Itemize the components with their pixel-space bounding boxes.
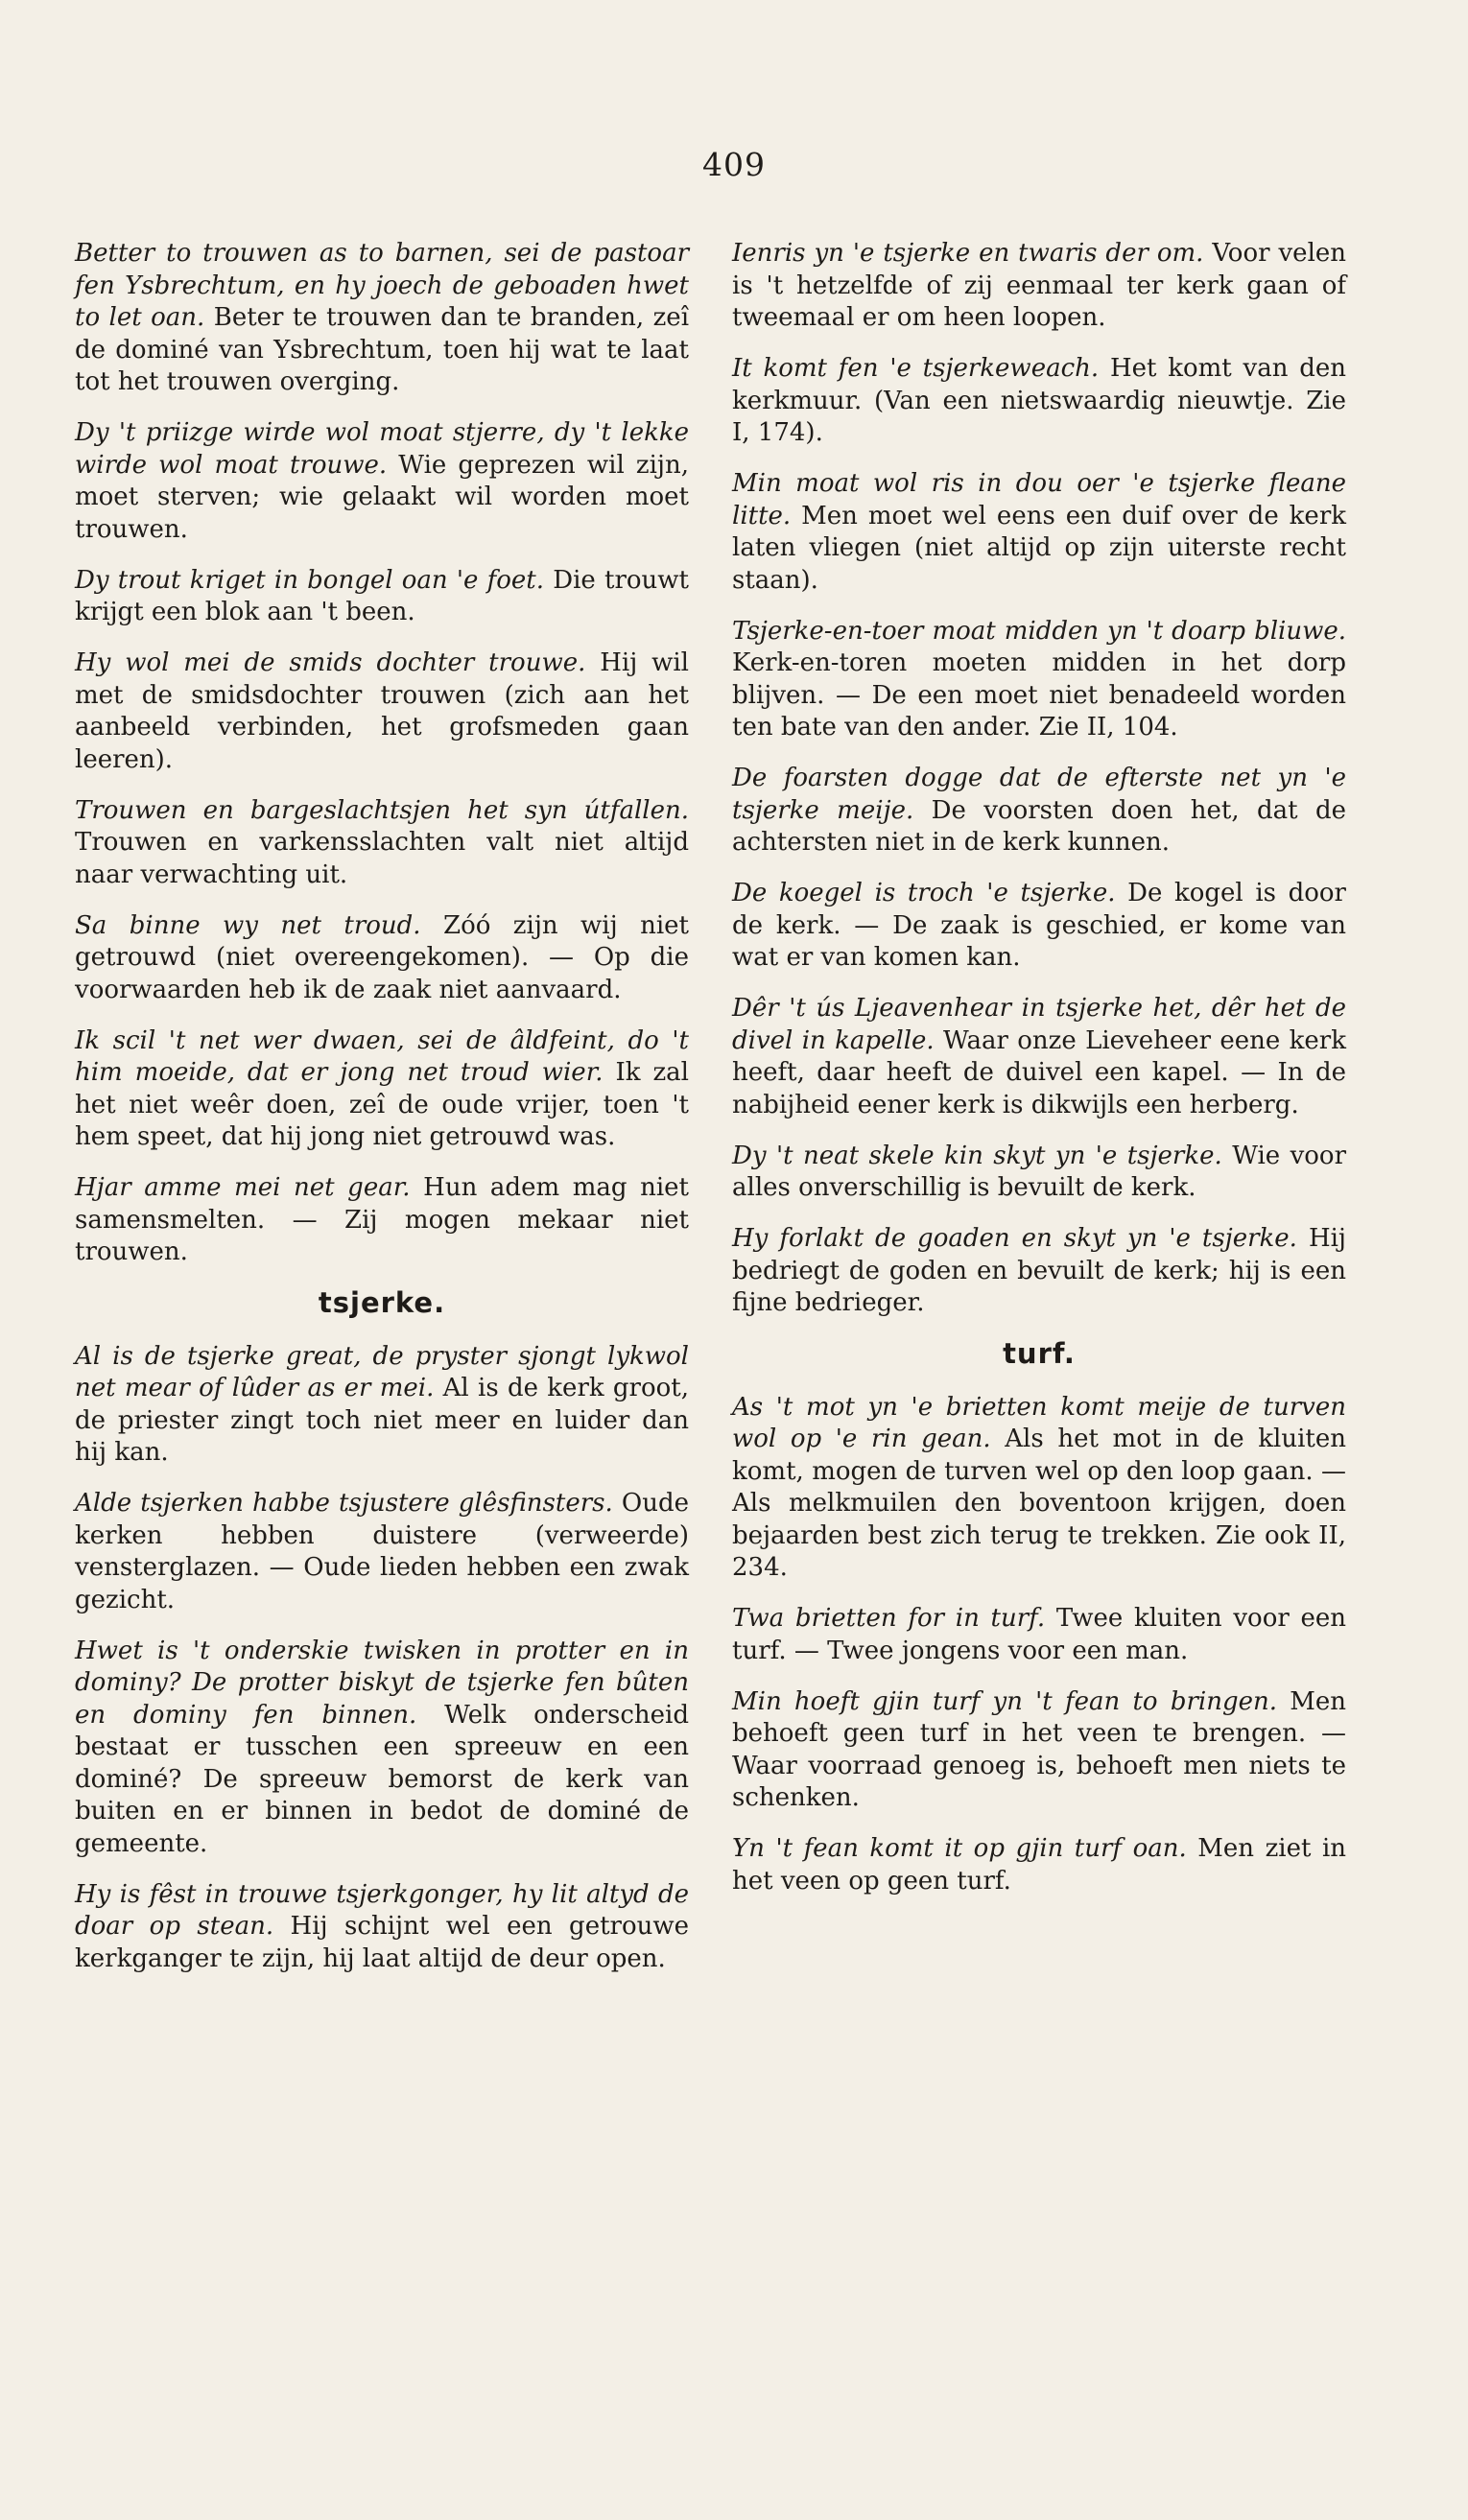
frisian-proverb: Trouwen en bargeslachtsjen het syn útfallen. xyxy=(75,795,689,825)
proverb-entry xyxy=(732,1141,1346,1205)
frisian-proverb: Ik scil 't net wer dwaen, sei de âldfeint, do 't him moeide, dat er jong net troud wier. xyxy=(75,1025,689,1087)
page-number: 409 xyxy=(702,146,766,183)
dutch-translation: Hij schijnt wel een getrouwe kerkganger te zijn, hij laat altijd de deur open. xyxy=(75,1912,689,1973)
proverb-entry xyxy=(732,1223,1346,1320)
frisian-proverb: Ienris yn 'e tsjerke en twaris der om. xyxy=(732,239,1204,268)
dutch-translation: Kerk-en-toren moeten midden in het dorp blijven. — De een moet niet benadeeld worden ten bate van den ander. Zie II, 104. xyxy=(732,648,1346,742)
frisian-proverb: Min hoeft gjin turf yn 't fean to bringen. xyxy=(732,1686,1277,1716)
proverb-entry xyxy=(732,1392,1346,1585)
proverb-entry xyxy=(732,616,1346,744)
proverb-entry xyxy=(75,1488,689,1616)
dutch-translation: Waar onze Lieveheer eene kerk heeft, daar heeft de duivel een kapel. — In de nabijheid eener kerk is dikwijls een herberg. xyxy=(732,1025,1346,1119)
dutch-translation: Ik zal het niet weêr doen, zeî de oude vrijer, toen 't hem speet, dat hij jong niet getrouwd was. xyxy=(75,1058,689,1151)
proverb-entry xyxy=(75,795,689,892)
frisian-proverb: Tsjerke-en-toer moat midden yn 't doarp bliuwe. xyxy=(732,616,1346,646)
dutch-translation: Oude kerken hebben duistere (verweerde) vensterglazen. — Oude lieden hebben een zwak gezicht. xyxy=(75,1489,689,1614)
proverb-entry xyxy=(732,763,1346,860)
proverb-entry xyxy=(732,353,1346,450)
frisian-proverb: Alde tsjerken habbe tsjustere glêsfinsters. xyxy=(75,1489,613,1518)
proverb-entry xyxy=(75,1025,689,1154)
proverb-entry xyxy=(75,910,689,1007)
frisian-proverb: Dy trout kriget in bongel oan 'e foet. xyxy=(75,565,545,595)
frisian-proverb: Hy is fêst in trouwe tsjerkgonger, hy lit altyd de doar op stean. xyxy=(75,1879,689,1941)
frisian-proverb: Hwet is 't onderskie twisken in protter en in dominy? De protter biskyt de tsjerke fen bûten en dominy fen binnen. xyxy=(75,1636,689,1730)
frisian-proverb: It komt fen 'e tsjerkeweach. xyxy=(732,354,1100,383)
frisian-proverb: As 't mot yn 'e brietten komt meije de turven wol op 'e rin gean. xyxy=(732,1392,1346,1453)
dutch-translation: Wie geprezen wil zijn, moet sterven; wie gelaakt wil worden moet trouwen. xyxy=(75,450,689,544)
frisian-proverb: Al is de tsjerke great, de pryster sjongt lykwol net mear of lûder as er mei. xyxy=(75,1341,689,1402)
proverb-entry xyxy=(732,1686,1346,1815)
dutch-translation: Wie voor alles onverschillig is bevuilt de kerk. xyxy=(732,1141,1347,1202)
section-heading: tsjerke. xyxy=(318,1286,446,1319)
proverb-entry xyxy=(732,468,1346,597)
frisian-proverb: De foarsten dogge dat de efterste net yn 'e tsjerke meije. xyxy=(732,764,1346,825)
section-heading: turf. xyxy=(1003,1337,1076,1370)
proverb-entry xyxy=(75,1879,689,1976)
proverb-entry xyxy=(75,565,689,629)
proverb-entry xyxy=(75,417,689,546)
dutch-translation: Men ziet in het veen op geen turf. xyxy=(732,1834,1347,1896)
dutch-translation: Voor velen is 't hetzelfde of zij eenmaal ter kerk gaan of tweemaal er om heen loopen. xyxy=(732,239,1347,332)
dutch-translation: Trouwen en varkensslachten valt niet altijd naar verwachting uit. xyxy=(75,828,689,889)
proverb-entry xyxy=(75,1172,689,1269)
frisian-proverb: Sa binne wy net troud. xyxy=(75,910,421,940)
proverb-entry xyxy=(75,1341,689,1470)
dutch-translation: Beter te trouwen dan te branden, zeî de dominé van Ysbrechtum, toen hij wat te laat tot het trouwen overging. xyxy=(75,303,690,396)
dutch-translation: Hij bedriegt de goden en bevuilt de kerk; hij is een fijne bedrieger. xyxy=(732,1224,1346,1317)
proverb-entry xyxy=(732,878,1346,975)
dutch-translation: Hun adem mag niet samensmelten. — Zij mogen mekaar niet trouwen. xyxy=(75,1173,690,1266)
dutch-translation: Welk onderscheid bestaat er tusschen een spreeuw en een dominé? De spreeuw bemorst de kerk van buiten en er binnen in bedot de dominé de gemeente. xyxy=(75,1700,689,1858)
dutch-translation: Twee kluiten voor een turf. — Twee jongens voor een man. xyxy=(732,1604,1346,1665)
dutch-translation: Als het mot in de kluiten komt, mogen de turven wel op den loop gaan. — Als melkmuilen den boventoon krijgen, doen bejaarden best zich terug te trekken. Zie ook II, 234. xyxy=(732,1425,1346,1582)
frisian-proverb: Twa brietten for in turf. xyxy=(732,1604,1046,1633)
frisian-proverb: Dy 't priizge wirde wol moat stjerre, dy 't lekke wirde wol moat trouwe. xyxy=(75,418,689,480)
dutch-translation: De kogel is door de kerk. — De zaak is geschied, er kome van wat er van komen kan. xyxy=(732,879,1346,972)
frisian-proverb: Better to trouwen as to barnen, sei de pastoar fen Ysbrechtum, en hy joech de geboaden hwet to let oan. xyxy=(75,239,689,332)
frisian-proverb: Dêr 't ús Ljeavenhear in tsjerke het, dêr het de divel in kapelle. xyxy=(732,994,1346,1055)
dutch-translation: Het komt van den kerkmuur. (Van een nietswaardig nieuwtje. Zie I, 174). xyxy=(732,354,1346,447)
proverb-entry xyxy=(732,993,1346,1121)
frisian-proverb: Dy 't neat skele kin skyt yn 'e tsjerke. xyxy=(732,1141,1222,1170)
right-column xyxy=(732,238,1346,1917)
dutch-translation: Die trouwt krijgt een blok aan 't been. xyxy=(75,565,689,626)
proverb-entry xyxy=(732,238,1346,335)
dutch-translation: Men moet wel eens een duif over de kerk laten vliegen (niet altijd op zijn uiterste recht staan). xyxy=(732,501,1347,595)
dutch-translation: De voorsten doen het, dat de achtersten niet in de kerk kunnen. xyxy=(732,795,1346,857)
proverb-entry xyxy=(732,1603,1346,1667)
frisian-proverb: De koegel is troch 'e tsjerke. xyxy=(732,879,1116,907)
dutch-translation: Zóó zijn wij niet getrouwd (niet overeengekomen). — Op die voorwaarden heb ik de zaak niet aanvaard. xyxy=(75,910,689,1004)
proverb-entry xyxy=(75,648,689,776)
frisian-proverb: Hy forlakt de goaden en skyt yn 'e tsjerke. xyxy=(732,1224,1297,1253)
frisian-proverb: Yn 't fean komt it op gjin turf oan. xyxy=(732,1834,1187,1863)
proverb-entry xyxy=(732,1833,1346,1897)
dutch-translation: Al is de kerk groot, de priester zingt toch niet meer en luider dan hij kan. xyxy=(75,1374,690,1467)
dutch-translation: Hij wil met de smidsdochter trouwen (zich aan het aanbeeld verbinden, het grofsmeden gaan leeren). xyxy=(75,648,689,774)
left-column xyxy=(75,238,689,1994)
frisian-proverb: Hy wol mei de smids dochter trouwe. xyxy=(75,648,586,677)
proverb-entry xyxy=(75,1636,689,1861)
frisian-proverb: Hjar amme mei net gear. xyxy=(75,1173,411,1202)
dutch-translation: Men behoeft geen turf in het veen te brengen. — Waar voorraad genoeg is, behoeft men niets te schenken. xyxy=(732,1686,1347,1812)
frisian-proverb: Min moat wol ris in dou oer 'e tsjerke fleane litte. xyxy=(732,469,1346,530)
proverb-entry xyxy=(75,238,689,399)
